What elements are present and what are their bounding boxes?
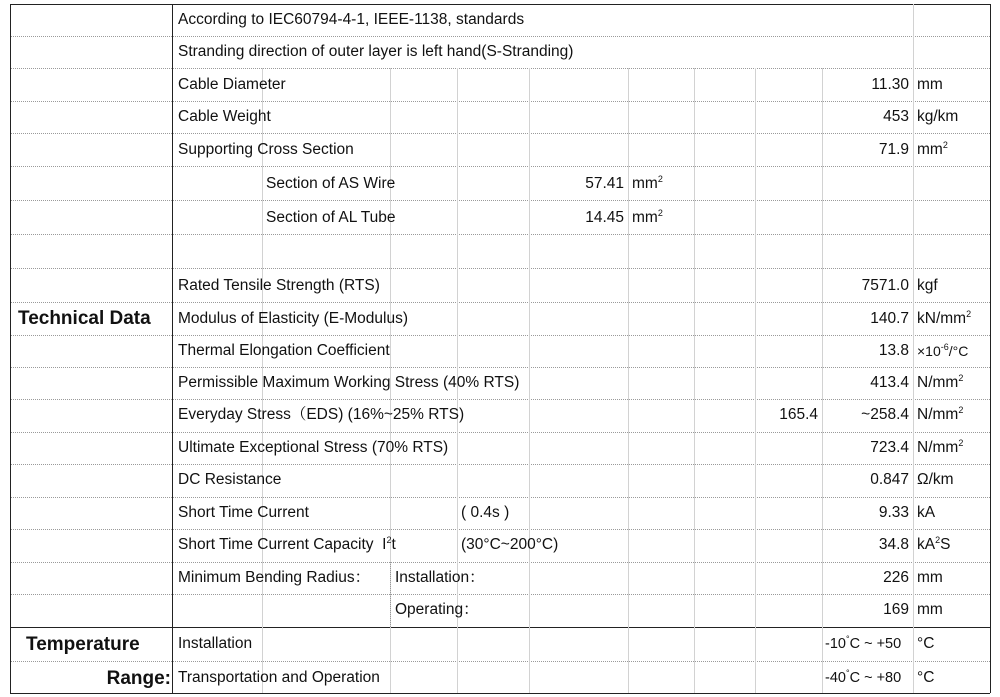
row-divider: [10, 68, 990, 69]
bending-operating-label: Operating：: [395, 601, 479, 618]
dc-resistance-label: DC Resistance: [178, 471, 282, 488]
table-border-bottom: [10, 693, 990, 694]
stc-label: Short Time Current: [178, 504, 309, 521]
stcc-unit: $kA^2S$: [917, 535, 951, 553]
ultimate-stress-value: 723.4: [870, 439, 909, 456]
grid-column-line: [694, 68, 695, 693]
cross-section-value: 71.9: [878, 141, 909, 158]
cable-diameter-label: Cable Diameter: [178, 76, 286, 93]
section-temperature: Temperature: [26, 634, 140, 655]
row-divider: [10, 594, 990, 595]
row-divider: [10, 562, 990, 563]
dc-resistance-value: 0.847: [870, 471, 909, 488]
cable-diameter-value: 11.30: [871, 76, 909, 93]
as-wire-value: 57.41: [585, 175, 624, 192]
al-tube-value: 14.45: [585, 209, 624, 226]
rts-label: Rated Tensile Strength (RTS): [178, 277, 380, 294]
stc-unit: kA: [917, 504, 936, 521]
row-divider: [10, 661, 990, 662]
table-border-left: [10, 4, 11, 693]
bending-install-unit: mm: [917, 569, 943, 586]
row-divider: [10, 101, 990, 102]
bending-install-value: 226: [883, 569, 909, 586]
section-technical-data: Technical Data: [18, 308, 151, 329]
temp-transport-label: Transportation and Operation: [178, 669, 380, 686]
temp-install-unit: °C: [917, 635, 935, 652]
row-divider: [10, 133, 990, 134]
bending-operating-unit: mm: [917, 601, 943, 618]
eds-unit: $N/mm^2$: [917, 405, 964, 423]
section-divider: [10, 627, 990, 628]
row-divider: [10, 432, 990, 433]
max-stress-label: Permissible Maximum Working Stress (40% RTS): [178, 374, 520, 391]
bending-operating-value: 169: [883, 601, 909, 618]
al-tube-unit: $mm^2$: [632, 208, 663, 226]
cross-section-unit: $mm^2$: [917, 140, 948, 158]
rts-unit: kgf: [917, 277, 938, 294]
thermal-value: 13.8: [878, 342, 909, 359]
stc-value: 9.33: [878, 504, 909, 521]
eds-value-low: 165.4: [779, 406, 818, 423]
section-range: Range:: [106, 668, 171, 689]
table-border-right: [990, 4, 991, 693]
row-divider: [10, 464, 990, 465]
thermal-unit: $\times 10^{-6}/^\circ C$: [917, 342, 969, 359]
as-wire-unit: $mm^2$: [632, 174, 663, 192]
modulus-unit: $kN/mm^2$: [917, 309, 972, 327]
temp-transport-range: -40°C ~ +80: [825, 668, 902, 686]
temp-install-range: -10°C ~ +50: [825, 634, 902, 652]
eds-value-high: ~258.4: [861, 406, 909, 423]
bending-radius-label: Minimum Bending Radius：: [178, 569, 371, 586]
standards-text: According to IEC60794-4-1, IEEE-1138, standards: [178, 11, 525, 28]
al-tube-label: Section of AL Tube: [266, 209, 396, 226]
table-border-top: [10, 4, 990, 5]
thermal-label: Thermal Elongation Coefficient: [178, 342, 390, 359]
row-divider: [10, 399, 990, 400]
grid-column-line: [913, 4, 914, 693]
row-divider: [10, 529, 990, 530]
stcc-value: 34.8: [878, 536, 909, 553]
label-column-border: [172, 4, 173, 693]
row-divider: [10, 36, 990, 37]
stcc-note: (30°C~200°C): [461, 536, 559, 553]
temp-transport-unit: °C: [917, 669, 935, 686]
cable-diameter-unit: mm: [917, 76, 943, 93]
row-divider: [10, 200, 990, 201]
cable-weight-label: Cable Weight: [178, 108, 271, 125]
as-wire-label: Section of AS Wire: [266, 175, 396, 192]
stc-note: ( 0.4s ): [461, 504, 510, 521]
cable-weight-unit: kg/km: [917, 108, 959, 125]
max-stress-unit: $N/mm^2$: [917, 373, 964, 391]
row-divider: [10, 268, 990, 269]
stranding-text: Stranding direction of outer layer is left hand(S-Stranding): [178, 43, 574, 60]
grid-column-line: [529, 68, 530, 693]
row-divider: [10, 367, 990, 368]
modulus-label: Modulus of Elasticity (E-Modulus): [178, 310, 408, 327]
row-divider: [10, 166, 990, 167]
rts-value: 7571.0: [861, 277, 909, 294]
max-stress-value: 413.4: [870, 374, 909, 391]
bending-sub-divider: [390, 562, 391, 627]
eds-label: Everyday Stress（EDS) (16%~25% RTS): [178, 406, 465, 423]
modulus-value: 140.7: [870, 310, 909, 327]
dc-resistance-unit: Ω/km: [917, 471, 954, 488]
row-divider: [10, 234, 990, 235]
ultimate-stress-label: Ultimate Exceptional Stress (70% RTS): [178, 439, 449, 456]
row-divider: [10, 497, 990, 498]
cross-section-label: Supporting Cross Section: [178, 141, 354, 158]
row-divider: [10, 302, 990, 303]
cable-weight-value: 453: [883, 108, 909, 125]
temp-install-label: Installation: [178, 635, 253, 652]
bending-install-label: Installation：: [395, 569, 485, 586]
grid-column-line: [628, 68, 629, 693]
row-divider: [10, 335, 990, 336]
stcc-label: Short Time Current Capacity $I^2t$: [178, 535, 396, 553]
ultimate-stress-unit: $N/mm^2$: [917, 438, 964, 456]
grid-column-line: [755, 68, 756, 693]
